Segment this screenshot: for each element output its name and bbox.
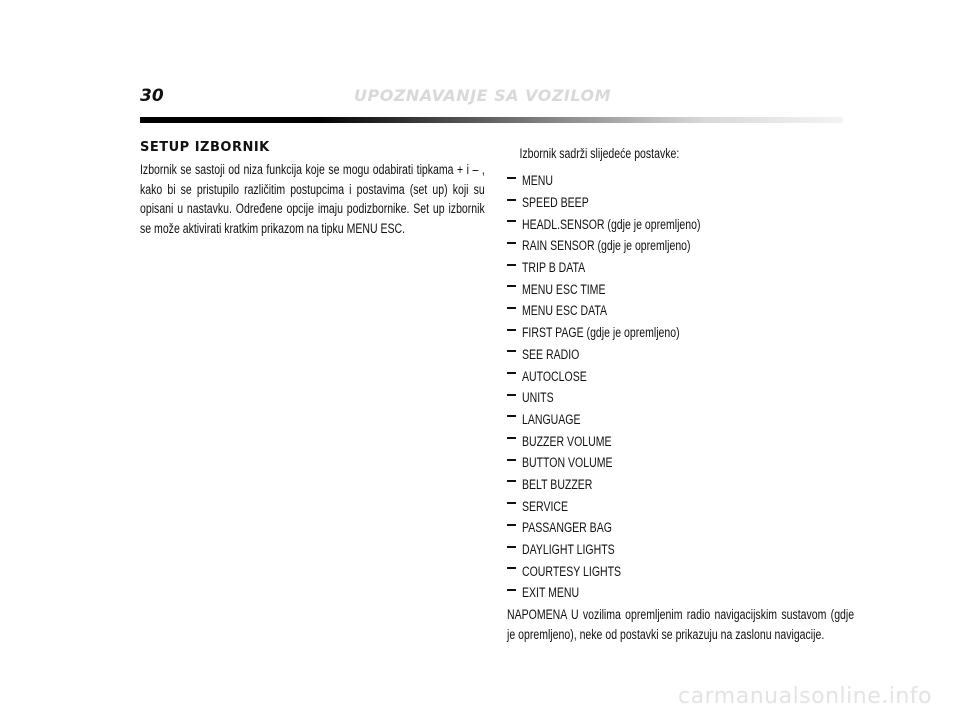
dash-icon — [507, 307, 516, 309]
list-item-label: AUTOCLOSE — [522, 368, 587, 384]
list-item-label: TRIP B DATA — [522, 260, 586, 276]
list-item-label: BUZZER VOLUME — [522, 433, 612, 449]
dash-icon — [507, 459, 516, 461]
dash-icon — [507, 242, 516, 244]
header-rule — [140, 117, 843, 123]
dash-icon — [507, 567, 516, 569]
dash-icon — [507, 350, 516, 352]
list-item — [507, 235, 847, 257]
list-item — [507, 452, 847, 474]
dash-icon — [507, 415, 516, 417]
dash-icon — [507, 437, 516, 439]
dash-icon — [507, 285, 516, 287]
list-item — [507, 170, 847, 192]
page-number: 30 — [140, 86, 164, 106]
list-item-label: RAIN SENSOR (gdje je opremljeno) — [522, 238, 691, 254]
dash-icon — [507, 502, 516, 504]
dash-icon — [507, 199, 516, 201]
dash-icon — [507, 394, 516, 396]
list-item — [507, 365, 847, 387]
list-item-label: MENU ESC TIME — [522, 281, 606, 297]
list-item-label: SEE RADIO — [522, 346, 580, 362]
dash-icon — [507, 220, 516, 222]
right-column — [507, 144, 855, 645]
dash-icon — [507, 480, 516, 482]
list-item — [507, 582, 847, 604]
list-item — [507, 474, 847, 496]
list-item-label: BELT BUZZER — [522, 476, 593, 492]
dash-icon — [507, 589, 516, 591]
menu-intro: Izbornik sadrži slijedeće postavke: — [519, 146, 680, 161]
list-item — [507, 560, 847, 582]
list-item-label: DAYLIGHT LIGHTS — [522, 542, 615, 558]
dash-icon — [507, 329, 516, 331]
dash-icon — [507, 177, 516, 179]
section-title: SETUP IZBORNIK — [140, 140, 270, 155]
navigation-note: NAPOMENA U vozilima opremljenim radio navigacijskim sustavom (gdje je opremljeno), neke od postavki se prikazuju na zaslonu navigacije. — [507, 606, 855, 642]
list-item-label: PASSANGER BAG — [522, 520, 612, 536]
list-item — [507, 257, 847, 279]
list-item — [507, 300, 847, 322]
list-item — [507, 278, 847, 300]
chapter-title: UPOZNAVANJE SA VOZILOM — [354, 86, 612, 105]
left-column — [140, 140, 485, 238]
dash-icon — [507, 264, 516, 266]
dash-icon — [507, 546, 516, 548]
list-item — [507, 495, 847, 517]
list-item-label: SPEED BEEP — [522, 195, 589, 211]
list-item-label: COURTESY LIGHTS — [522, 563, 622, 579]
list-item — [507, 213, 847, 235]
list-item-label: LANGUAGE — [522, 411, 581, 427]
list-item-label: FIRST PAGE (gdje je opremljeno) — [522, 325, 680, 341]
list-item — [507, 322, 847, 344]
list-item-label: MENU ESC DATA — [522, 303, 608, 319]
list-item — [507, 539, 847, 561]
list-item-label: SERVICE — [522, 498, 569, 514]
setup-menu-list — [507, 170, 847, 604]
list-item-label: UNITS — [522, 390, 554, 406]
list-item-label: BUTTON VOLUME — [522, 455, 613, 471]
list-item — [507, 409, 847, 431]
dash-icon — [507, 524, 516, 526]
list-item — [507, 387, 847, 409]
list-item — [507, 517, 847, 539]
list-item-label: HEADL.SENSOR (gdje je opremljeno) — [522, 216, 701, 232]
watermark: carmanualsonline.info — [678, 684, 932, 709]
intro-paragraph: Izbornik se sastoji od niza funkcija koje se mogu odabirati tipkama + i – , kako bi se pristupilo različitim postupcima i postavima (set up) koji su opisani u nastavku. Određene opcije imaju podizbornike. Set up izbornik se može aktivirati kratkim prikazom na tipku MENU ESC. — [140, 162, 485, 236]
list-item-label: EXIT MENU — [522, 585, 580, 601]
list-item — [507, 430, 847, 452]
list-item — [507, 344, 847, 366]
dash-icon — [507, 372, 516, 374]
list-item — [507, 192, 847, 214]
list-item-label: MENU — [522, 173, 554, 189]
